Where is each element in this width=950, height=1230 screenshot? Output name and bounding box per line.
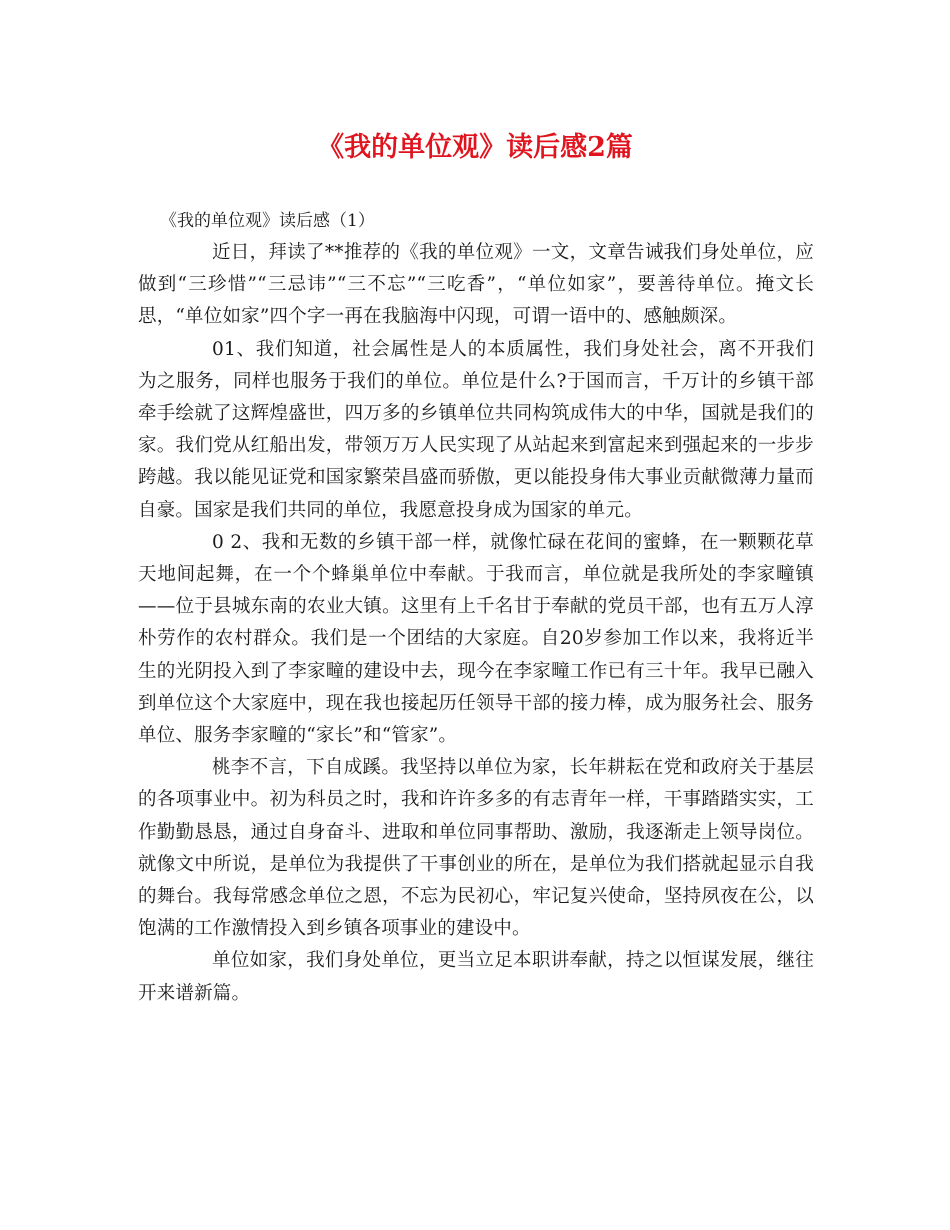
paragraph-5: 单位如家，我们身处单位，更当立足本职讲奉献，持之以恒谋发展，继往开来谱新篇。	[138, 950, 814, 1004]
paragraph-3: 0 2、我和无数的乡镇干部一样，就像忙碌在花间的蜜蜂，在一颗颗花草天地间起舞，在一个个蜂巢单位中奉献。于我而言，单位就是我所处的李家疃镇——位于县城东南的农业大镇。这里有上千名甘于奉献的党员干部，也有五万人淳朴劳作的农村群众。我们是一个团结的大家庭。自20岁参加工作以来，我将近半生的光阴投入到了李家疃的建设中去，现今在李家疃工作已有三十年。我早已融入到单位这个大家庭中，现在我也接起历任领导干部的接力棒，成为服务社会、服务单位、服务李家疃的“家长”和“管家”。	[138, 531, 814, 747]
paragraph-4: 桃李不言，下自成蹊。我坚持以单位为家，长年耕耘在党和政府关于基层的各项事业中。初为科员之时，我和许许多多的有志青年一样，干事踏踏实实，工作勤勤恳恳，通过自身奋斗、进取和单位同事帮助、激励，我逐渐走上领导岗位。就像文中所说，是单位为我提供了干事创业的所在，是单位为我们搭就起显示自我的舞台。我每常感念单位之恩，不忘为民初心，牢记复兴使命，坚持夙夜在公，以饱满的工作激情投入到乡镇各项事业的建设中。	[138, 757, 814, 940]
paragraph-1: 近日，拜读了**推荐的《我的单位观》一文，文章告诫我们身处单位，应做到“三珍惜”“三忌讳”“三不忘”“三吃香”，“单位如家”，要善待单位。掩文长思，“单位如家”四个字一再在我脑海中闪现，可谓一语中的、感触颇深。	[138, 242, 814, 328]
document-title: 《我的单位观》读后感2篇	[317, 132, 633, 163]
section-subtitle: 《我的单位观》读后感（1）	[160, 211, 375, 231]
document-body	[138, 205, 814, 1010]
paragraph-2: 01、我们知道，社会属性是人的本质属性，我们身处社会，离不开我们为之服务，同样也服务于我们的单位。单位是什么?于国而言，千万计的乡镇干部牵手绘就了这辉煌盛世，四万多的乡镇单位共同构筑成伟大的中华，国就是我们的家。我们党从红船出发，带领万万人民实现了从站起来到富起来到强起来的一步步跨越。我以能见证党和国家繁荣昌盛而骄傲，更以能投身伟大事业贡献微薄力量而自豪。国家是我们共同的单位，我愿意投身成为国家的单元。	[138, 338, 814, 521]
